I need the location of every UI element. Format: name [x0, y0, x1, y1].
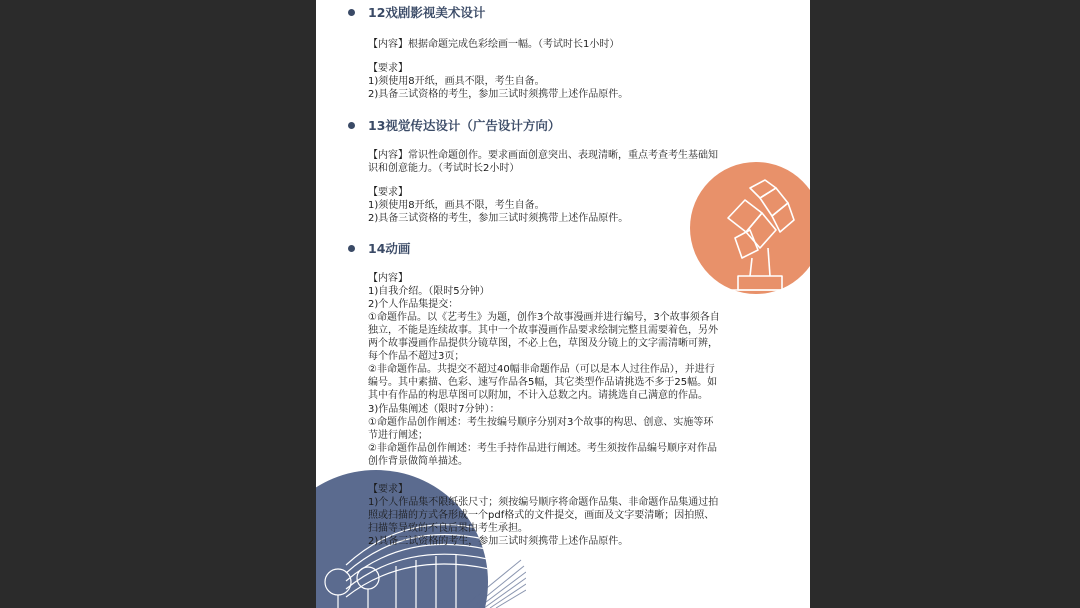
section-14-line: ②非命题作品创作阐述：考生手持作品进行阐述。考生须按作品编号顺序对作品: [368, 443, 717, 454]
section-14-req-line: 1)个人作品集不限纸张尺寸；须按编号顺序将命题作品集、非命题作品集通过拍: [368, 497, 719, 508]
section-14-req-line: 照或扫描的方式各形成一个pdf格式的文件提交，画面及文字要清晰；因拍照、: [368, 510, 715, 521]
section-14-title: 14动画: [368, 242, 410, 256]
section-14-line: ②非命题作品。共提交不超过40幅非命题作品（可以是本人过往作品），并进行: [368, 364, 715, 375]
section-14-line: 每个作品不超过3页；: [368, 351, 465, 362]
section-13-content-2: 识和创意能力。（考试时长2小时）: [368, 163, 520, 174]
bullet-dot-icon: [348, 122, 355, 129]
section-13-content-1: 【内容】常识性命题创作。要求画面创意突出、表现清晰，重点考查考生基础知: [368, 150, 718, 161]
section-13-req-1: 1)须使用8开纸，画具不限，考生自备。: [368, 200, 545, 211]
section-14-req-line: 2)具备三试资格的考生，参加三试时须携带上述作品原件。: [368, 536, 629, 547]
section-14-line: ①命题作品。以《艺考生》为题，创作3个故事漫画并进行编号，3个故事须各自: [368, 312, 720, 323]
section-14-line: 3)作品集阐述（限时7分钟）：: [368, 404, 500, 415]
section-14-req-line: 扫描等导致的不良后果由考生承担。: [368, 523, 528, 534]
section-12-req-head: 【要求】: [368, 63, 408, 74]
section-13-req-2: 2)具备三试资格的考生，参加三试时须携带上述作品原件。: [368, 213, 629, 224]
section-12-req-1: 1)须使用8开纸，画具不限，考生自备。: [368, 76, 545, 87]
bullet-dot-icon: [348, 9, 355, 16]
section-14-line: 独立，不能是连续故事。其中一个故事漫画作品要求绘制完整且需要着色，另外: [368, 325, 718, 336]
section-14-line: 其中有作品的构思草图可以附加，不计入总数之内。请挑选自己满意的作品。: [368, 390, 708, 401]
section-14-line: 【内容】: [368, 273, 408, 284]
section-14-line: ①命题作品创作阐述：考生按编号顺序分别对3个故事的构思、创意、实施等环: [368, 417, 714, 428]
section-13-title: 13视觉传达设计（广告设计方向）: [368, 119, 560, 133]
section-14-line: 创作背景做简单描述。: [368, 456, 468, 467]
section-12-req-2: 2)具备三试资格的考生，参加三试时须携带上述作品原件。: [368, 89, 629, 100]
section-12-content: 【内容】根据命题完成色彩绘画一幅。（考试时长1小时）: [368, 39, 620, 50]
section-14-req-line: 【要求】: [368, 484, 408, 495]
section-14-line: 节进行阐述；: [368, 430, 428, 441]
section-14-line: 1)自我介绍。（限时5分钟）: [368, 286, 490, 297]
document-page: [316, 0, 810, 608]
bullet-dot-icon: [348, 245, 355, 252]
section-14-line: 两个故事漫画作品提供分镜草图，不必上色，草图及分镜上的文字需清晰可辨，: [368, 338, 718, 349]
section-14-line: 2)个人作品集提交：: [368, 299, 459, 310]
section-12-title: 12戏剧影视美术设计: [368, 6, 485, 20]
section-14-line: 编号。其中素描、色彩、速写作品各5幅，其它类型作品请挑选不多于25幅。如: [368, 377, 718, 388]
section-13-req-head: 【要求】: [368, 187, 408, 198]
